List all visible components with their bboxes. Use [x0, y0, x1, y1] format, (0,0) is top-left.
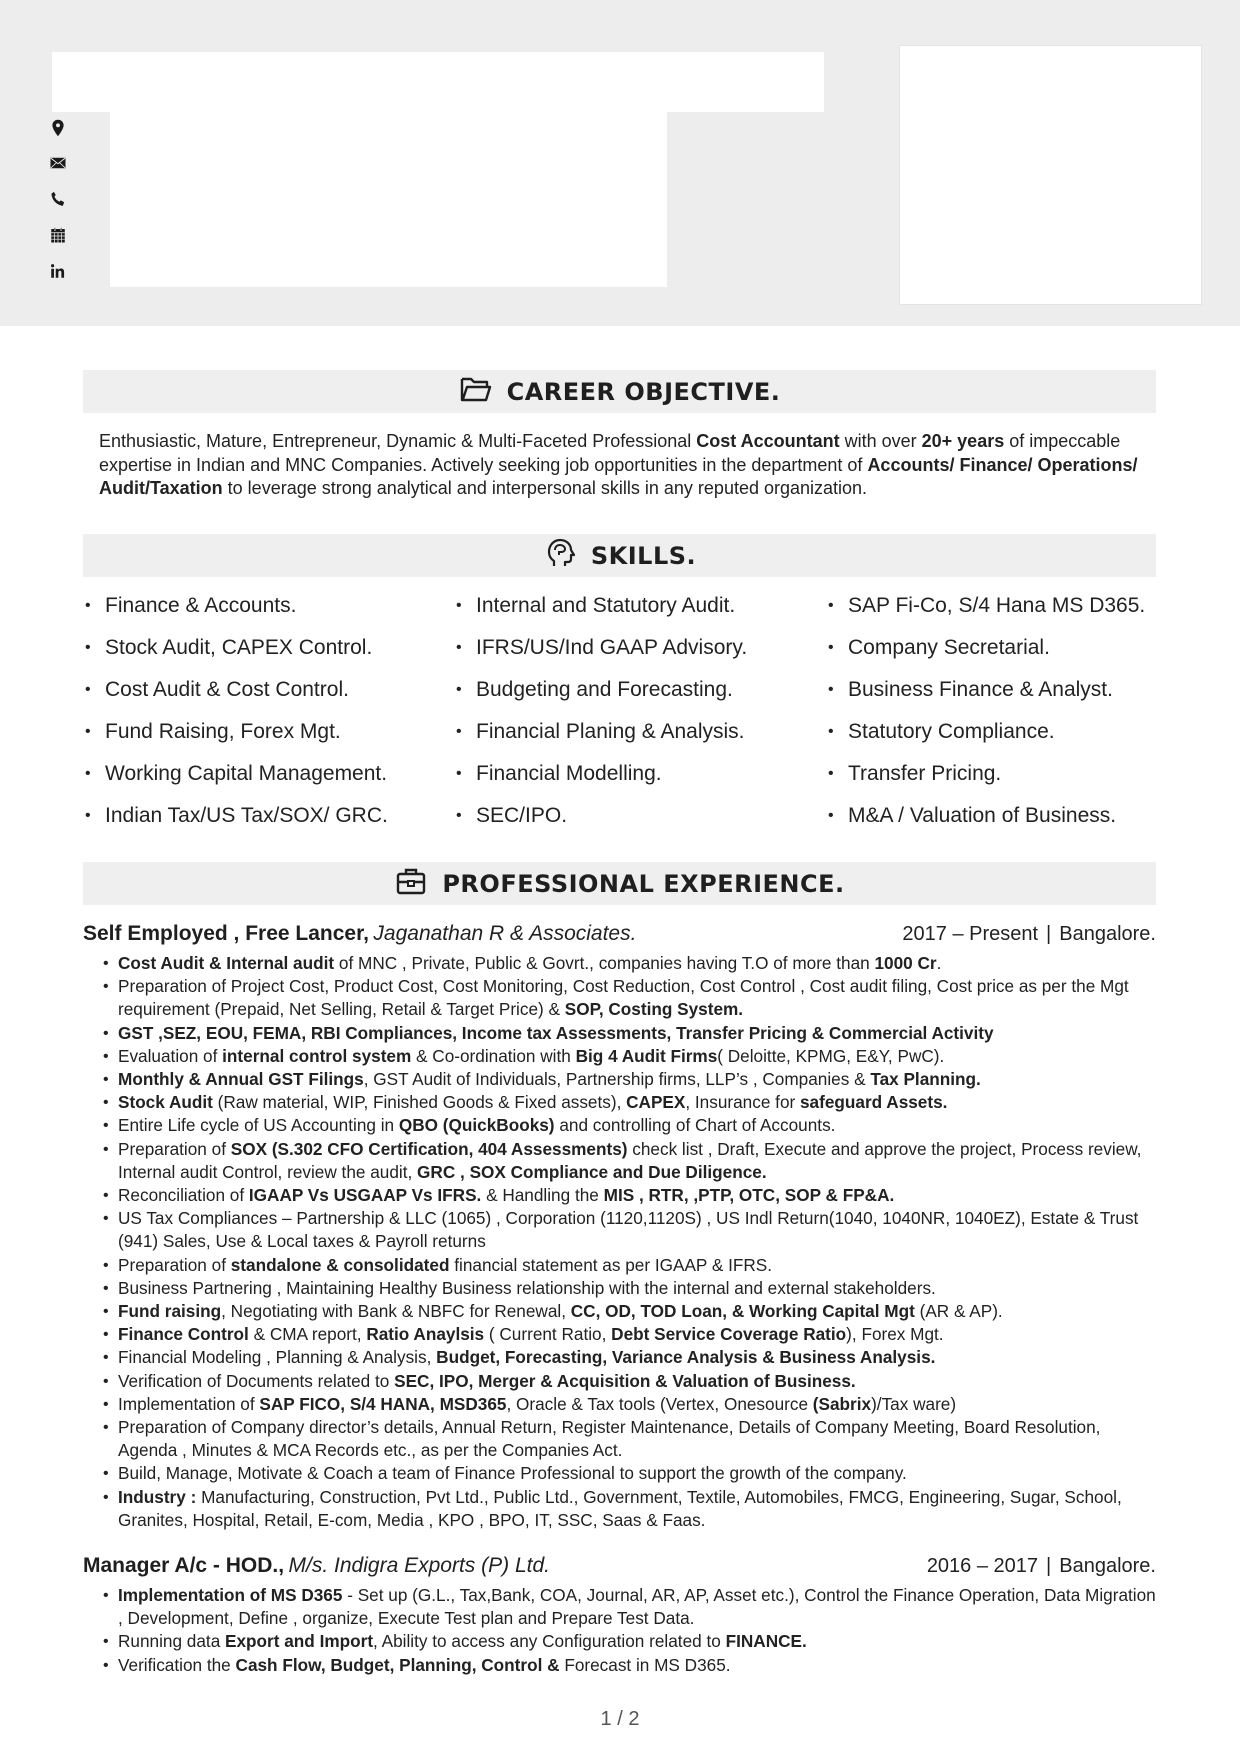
bullet-text: & Handling the: [481, 1185, 604, 1206]
job-bullet: [103, 1022, 1156, 1045]
job-bullet: [103, 1207, 1156, 1253]
bullet-text: Financial Modeling , Planning & Analysis,: [118, 1347, 437, 1368]
bullet-highlight: Debt Service Coverage Ratio: [611, 1324, 847, 1345]
bullet-text: ), Forex Mgt.: [846, 1324, 944, 1345]
bullet-text: Preparation of: [118, 1254, 231, 1275]
bullet-icon: •: [456, 639, 462, 656]
job-bullet: [103, 1277, 1156, 1300]
bullet-text: (Raw material, WIP, Finished Goods & Fixed assets),: [212, 1092, 627, 1113]
skill-label: M&A / Valuation of Business.: [848, 804, 1117, 827]
skill-item: [83, 676, 443, 718]
skills-header: [83, 534, 1156, 577]
bullet-text: , Ability to access any Configuration related to: [373, 1631, 726, 1652]
bullet-highlight: Implementation of MS D365: [118, 1585, 343, 1605]
experience-header: [83, 862, 1156, 905]
skill-item: [83, 718, 443, 760]
bullet-icon: •: [456, 597, 462, 614]
bullet-highlight: 1000 Cr: [874, 953, 937, 973]
job-bullet: [103, 1654, 1156, 1677]
skill-label: Financial Planing & Analysis.: [476, 720, 745, 743]
page-number: 1 / 2: [600, 1708, 640, 1730]
skill-label: IFRS/US/Ind GAAP Advisory.: [476, 636, 748, 659]
bullet-text: Verification of Documents related to: [118, 1370, 395, 1391]
bullet-text: , Oracle & Tax tools (Vertex, Onesource: [506, 1393, 813, 1414]
skill-item: [826, 676, 1186, 718]
job-bullet: [103, 1184, 1156, 1207]
bullet-text: US Tax Compliances – Partnership & LLC (1065) , Corporation (1120,1120S) , US Indl Return(1040, 1040NR, 1040EZ), Estate & Trust (941) Sales, Use & Local taxes & Payroll returns: [118, 1208, 1139, 1252]
job-title: Self Employed , Free Lancer,: [83, 922, 369, 945]
bullet-text: Running data: [118, 1631, 226, 1652]
head-brain-icon: [543, 538, 577, 573]
bullet-highlight: SEC, IPO, Merger & Acquisition & Valuation of Business.: [394, 1370, 856, 1391]
skill-item: [83, 802, 443, 844]
job-entry: [83, 1554, 1156, 1677]
bullet-highlight: CC, OD, TOD Loan, & Working Capital Mgt: [570, 1301, 915, 1322]
bullet-text: ( Deloitte, KPMG, E&Y, PwC).: [717, 1045, 945, 1066]
bullet-text: financial statement as per IGAAP & IFRS.: [449, 1254, 773, 1275]
job-meta: [927, 1555, 1156, 1578]
job-bullet: [103, 1138, 1156, 1184]
profile-photo-box: [899, 45, 1202, 305]
bullet-highlight: IGAAP Vs USGAAP Vs IFRS.: [248, 1185, 482, 1206]
skill-item: [454, 760, 814, 802]
email-icon: [48, 153, 68, 173]
job-title-line: [83, 1554, 550, 1578]
skill-label: Working Capital Management.: [105, 762, 388, 785]
name-placeholder-box: [52, 52, 824, 112]
skill-item: [454, 718, 814, 760]
bullet-highlight: SAP FICO, S/4 HANA, MSD365: [259, 1393, 507, 1414]
bullet-highlight: Ratio Anaylsis: [366, 1324, 485, 1345]
bullet-text: ( Current Ratio,: [484, 1324, 612, 1345]
job-bullet: [103, 1370, 1156, 1393]
skill-item: [454, 802, 814, 844]
bullet-text: of MNC , Private, Public & Govrt., companies having T.O of more than: [334, 953, 875, 973]
skill-item: [83, 760, 443, 802]
linkedin-icon: [48, 261, 68, 281]
job-meta: [902, 923, 1156, 946]
bullet-highlight: Industry :: [118, 1486, 197, 1507]
bullet-highlight: Stock Audit: [118, 1092, 213, 1113]
job-entry: [83, 922, 1156, 1532]
contact-details-box: [110, 112, 667, 287]
objective-highlight: Cost Accountant: [696, 431, 840, 451]
bullet-highlight: MIS , RTR, ,PTP, OTC, SOP & FP&A.: [603, 1185, 895, 1206]
skill-label: Finance & Accounts.: [105, 594, 297, 617]
bullet-highlight: Fund raising: [118, 1301, 222, 1322]
bullet-text: Manufacturing, Construction, Pvt Ltd., Public Ltd., Government, Textile, Automobiles, FMCG, Engineering, Sugar, School, Granites, Hospital, Retail, E-com, Media , KPO , BPO, IT, SSC, Saas & Faas.: [118, 1486, 1122, 1530]
bullet-text: Preparation of Company director’s details, Annual Return, Register Maintenance, Details of Company Meeting, Board Resolution, Agenda , Minutes & MCA Records etc., as per the Companies Act.: [118, 1417, 1101, 1461]
skill-label: Stock Audit, CAPEX Control.: [105, 636, 373, 659]
bullet-text: (AR & AP).: [914, 1301, 1003, 1322]
bullet-text: - Set up (G.L., Tax,Bank, COA, Journal, AR, AP, Asset etc.), Control the Finance Operation, Data Migration , Development, Define , organize, Execute Test plan and Prepare Test Data.: [118, 1585, 1156, 1629]
skill-label: Statutory Compliance.: [848, 720, 1055, 743]
phone-icon: [48, 189, 68, 209]
job-bullet: [103, 1416, 1156, 1462]
bullet-highlight: Finance Control: [118, 1324, 249, 1345]
career-objective-text: [99, 430, 1149, 501]
job-bullet: [103, 1254, 1156, 1277]
skill-item: [826, 802, 1186, 844]
skill-item: [826, 592, 1186, 634]
skill-label: Company Secretarial.: [848, 636, 1050, 659]
bullet-icon: •: [828, 765, 834, 782]
bullet-highlight: Export and Import: [225, 1631, 374, 1652]
bullet-highlight: standalone & consolidated: [230, 1254, 450, 1275]
skill-item: [454, 634, 814, 676]
bullet-highlight: GRC , SOX Compliance and Due Diligence.: [417, 1161, 767, 1182]
bullet-highlight: SOP, Costing System.: [564, 999, 744, 1020]
job-bullet: [103, 1584, 1156, 1630]
bullet-icon: •: [85, 723, 91, 740]
objective-highlight: Accounts/ Finance/ Operations/ Audit/Taxation: [99, 454, 1138, 498]
bullet-text: & Co-ordination with: [411, 1045, 576, 1066]
bullet-text: Forecast in MS D365.: [559, 1654, 731, 1675]
bullet-text: Verification the: [118, 1654, 236, 1675]
bullet-text: .: [936, 953, 942, 973]
objective-text-segment: of impeccable expertise in Indian and MNC Companies. Actively seeking job opportunities in the department of: [99, 431, 1121, 475]
bullet-highlight: QBO (QuickBooks): [398, 1115, 555, 1136]
job-bullet: [103, 1462, 1156, 1485]
skills-title: SKILLS.: [590, 541, 697, 570]
job-bullet: [103, 1486, 1156, 1532]
job-bullet: [103, 1068, 1156, 1091]
job-bullet: [103, 1091, 1156, 1114]
bullet-text: Build, Manage, Motivate & Coach a team of Finance Professional to support the growth of the company.: [118, 1463, 907, 1484]
skill-item: [454, 592, 814, 634]
bullet-text: , GST Audit of Individuals, Partnership firms, LLP’s , Companies &: [363, 1069, 871, 1090]
bullet-highlight: Tax Planning.: [870, 1069, 981, 1090]
job-company: Jaganathan R & Associates.: [373, 922, 637, 945]
bullet-text: Entire Life cycle of US Accounting in: [118, 1115, 399, 1136]
job-meta-separator: |: [1046, 1555, 1052, 1577]
job-header: [83, 922, 1156, 952]
bullet-icon: •: [85, 681, 91, 698]
career-objective-header: [83, 370, 1156, 413]
bullet-highlight: (Sabrix: [812, 1393, 872, 1414]
job-title: Manager A/c - HOD.,: [83, 1554, 285, 1577]
job-bullet: [103, 1300, 1156, 1323]
bullet-icon: •: [828, 807, 834, 824]
bullet-text: Preparation of: [118, 1138, 231, 1159]
bullet-text: , Insurance for: [685, 1092, 800, 1113]
job-bullets: [83, 1584, 1156, 1677]
objective-text-segment: to leverage strong analytical and interpersonal skills in any reputed organization.: [222, 478, 868, 498]
career-objective-title: CAREER OBJECTIVE.: [506, 377, 781, 406]
skill-label: Indian Tax/US Tax/SOX/ GRC.: [105, 804, 388, 827]
bullet-text: Evaluation of: [118, 1045, 223, 1066]
bullet-highlight: CAPEX: [626, 1092, 686, 1113]
skill-label: Financial Modelling.: [476, 762, 662, 785]
bullet-icon: •: [828, 723, 834, 740]
skill-label: Transfer Pricing.: [848, 762, 1002, 785]
bullet-text: Business Partnering , Maintaining Healthy Business relationship with the internal and external stakeholders.: [118, 1277, 936, 1298]
job-bullet: [103, 952, 1156, 975]
bullet-icon: •: [85, 639, 91, 656]
skill-item: [83, 634, 443, 676]
location-icon: [48, 118, 68, 138]
bullet-text: , Negotiating with Bank & NBFC for Renewal,: [221, 1301, 571, 1322]
job-period: 2016 – 2017: [926, 1555, 1039, 1577]
bullet-highlight: Monthly & Annual GST Filings: [118, 1069, 364, 1090]
skill-item: [826, 634, 1186, 676]
skill-item: [826, 760, 1186, 802]
job-period: 2017 – Present: [902, 923, 1039, 945]
skills-column-2: [454, 592, 814, 844]
bullet-highlight: internal control system: [222, 1045, 412, 1066]
bullet-highlight: Cost Audit & Internal audit: [118, 953, 335, 973]
job-company: M/s. Indigra Exports (P) Ltd.: [288, 1554, 550, 1577]
bullet-highlight: safeguard Assets.: [800, 1092, 948, 1113]
bullet-text: & CMA report,: [248, 1324, 367, 1345]
skill-label: Business Finance & Analyst.: [848, 678, 1113, 701]
job-bullets: [83, 952, 1156, 1532]
bullet-highlight: Cash Flow, Budget, Planning, Control &: [235, 1654, 560, 1675]
bullet-text: Reconciliation of: [118, 1185, 249, 1206]
skill-label: Internal and Statutory Audit.: [476, 594, 736, 617]
skills-column-1: [83, 592, 443, 844]
briefcase-icon: [394, 866, 428, 901]
bullet-text: Implementation of: [118, 1393, 260, 1414]
job-bullet: [103, 1346, 1156, 1369]
job-header: [83, 1554, 1156, 1584]
bullet-text: )/Tax ware): [871, 1393, 957, 1414]
job-location: Bangalore.: [1059, 923, 1156, 945]
folder-icon: [459, 374, 493, 409]
bullet-icon: •: [828, 597, 834, 614]
bullet-icon: •: [456, 765, 462, 782]
bullet-icon: •: [85, 765, 91, 782]
objective-text-segment: with over: [839, 431, 922, 451]
objective-text-segment: Enthusiastic, Mature, Entrepreneur, Dynamic & Multi-Faceted Professional: [99, 431, 697, 451]
bullet-icon: •: [828, 681, 834, 698]
bullet-highlight: GST ,SEZ, EOU, FEMA, RBI Compliances, Income tax Assessments, Transfer Pricing & Commercial Activity: [118, 1022, 994, 1043]
bullet-icon: •: [828, 639, 834, 656]
skills-column-3: [826, 592, 1186, 844]
bullet-highlight: Big 4 Audit Firms: [575, 1045, 718, 1066]
bullet-text: and controlling of Chart of Accounts.: [554, 1115, 836, 1136]
job-bullet: [103, 1045, 1156, 1068]
bullet-text: check list , Draft, Execute and approve the project, Process review, Internal audit Control, review the audit,: [118, 1138, 1142, 1182]
bullet-icon: •: [456, 681, 462, 698]
experience-title: PROFESSIONAL EXPERIENCE.: [442, 869, 845, 898]
objective-highlight: 20+ years: [921, 431, 1005, 451]
calendar-icon: [48, 225, 68, 245]
job-location: Bangalore.: [1059, 1555, 1156, 1577]
job-bullet: [103, 975, 1156, 1021]
skill-label: Cost Audit & Cost Control.: [105, 678, 349, 701]
job-meta-separator: |: [1046, 923, 1052, 945]
skill-item: [826, 718, 1186, 760]
job-bullet: [103, 1323, 1156, 1346]
job-bullet: [103, 1114, 1156, 1137]
skill-item: [454, 676, 814, 718]
bullet-highlight: Budget, Forecasting, Variance Analysis & Business Analysis.: [436, 1347, 936, 1368]
bullet-icon: •: [456, 807, 462, 824]
skill-label: Fund Raising, Forex Mgt.: [105, 720, 341, 743]
job-title-line: [83, 922, 636, 946]
bullet-text: Preparation of Project Cost, Product Cost, Cost Monitoring, Cost Reduction, Cost Control , Cost audit filing, Cost price as per the Mgt requirement (Prepaid, Net Selling, Retail & Target Price) &: [118, 976, 1129, 1020]
bullet-highlight: SOX (S.302 CFO Certification, 404 Assessments): [230, 1138, 628, 1159]
bullet-highlight: FINANCE.: [725, 1631, 807, 1652]
bullet-icon: •: [85, 597, 91, 614]
job-bullet: [103, 1393, 1156, 1416]
skill-label: SEC/IPO.: [476, 804, 568, 827]
bullet-icon: •: [456, 723, 462, 740]
skill-label: Budgeting and Forecasting.: [476, 678, 733, 701]
skill-label: SAP Fi-Co, S/4 Hana MS D365.: [848, 594, 1146, 617]
job-bullet: [103, 1630, 1156, 1653]
skill-item: [83, 592, 443, 634]
bullet-icon: •: [85, 807, 91, 824]
